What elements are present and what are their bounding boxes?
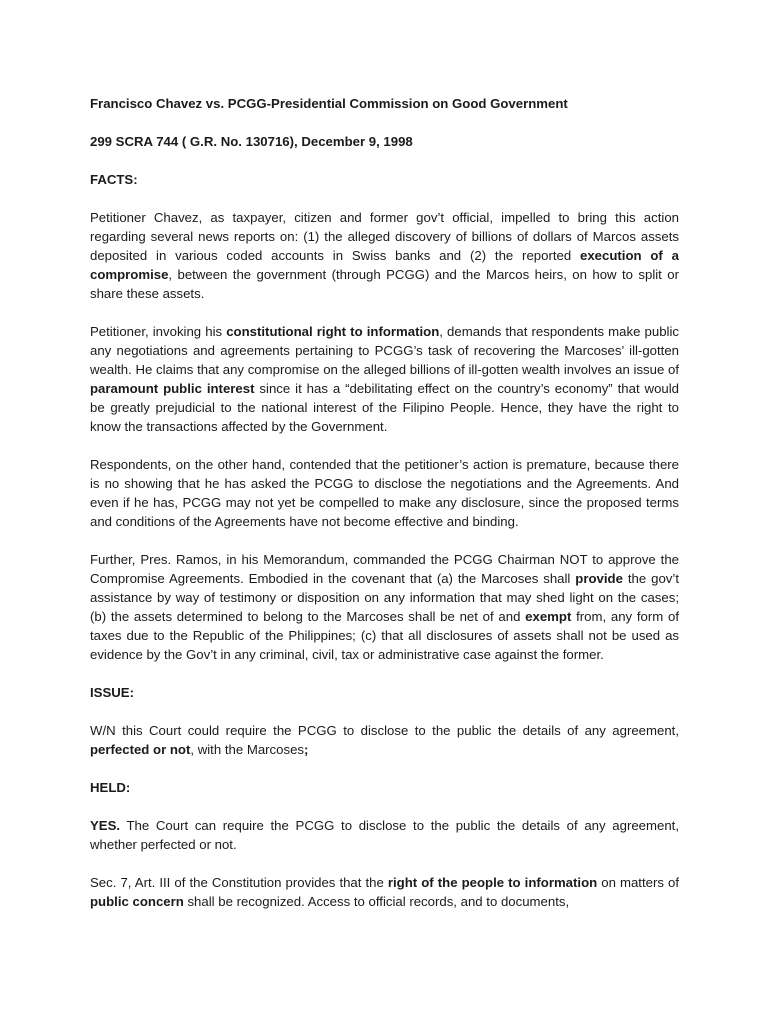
text-run: on matters of xyxy=(597,875,679,890)
held-paragraph-2 xyxy=(90,873,679,911)
text-run: , demands that respondents make public any negotiations and agreements pertaining to PCGG’s task of recovering the Marcoses’ ill-gotten wealth. He claims that any compromise on the alleged billions of ill-gotten wealth involves an issue of xyxy=(90,324,679,377)
bold-text-run: constitutional right to information xyxy=(226,324,440,339)
bold-text-run: perfected or not xyxy=(90,742,191,757)
facts-paragraph-2 xyxy=(90,322,679,436)
facts-paragraph-4 xyxy=(90,550,679,664)
bold-text-run: provide xyxy=(575,571,623,586)
bold-text-run: right of the people to information xyxy=(387,875,598,890)
text-run: , with the Marcoses xyxy=(190,742,304,757)
text-run: , between the government (through PCGG) and the Marcos heirs, on how to split or share these assets. xyxy=(90,267,679,301)
held-heading: HELD: xyxy=(90,780,131,795)
document-title: Francisco Chavez vs. PCGG-Presidential Commission on Good Government xyxy=(90,96,568,111)
case-citation: 299 SCRA 744 ( G.R. No. 130716), December 9, 1998 xyxy=(90,134,413,149)
text-run: from, any form of taxes due to the Republic of the Philippines; (c) that all disclosures of assets shall not be used as evidence by the Gov’t in any criminal, civil, tax or administrative case against the former. xyxy=(90,609,679,662)
issue-heading: ISSUE: xyxy=(90,685,134,700)
text-run: Sec. 7, Art. III of the Constitution provides that the xyxy=(90,875,388,890)
text-run: shall be recognized. Access to official records, and to documents, xyxy=(183,894,570,909)
text-run: Respondents, on the other hand, contended that the petitioner’s action is premature, because there is no showing that he has asked the PCGG to disclose the negotiations and the Agreements. And even if he has, PCGG may not yet be compelled to make any disclosure, since the proposed terms and conditions of the Agreements have not become effective and binding. xyxy=(90,457,679,529)
text-run: Further, Pres. Ramos, in his Memorandum, commanded the PCGG Chairman NOT to approve the Compromise Agreements. Embodied in the covenant that (a) the Marcoses shall xyxy=(90,552,679,586)
text-run: Petitioner Chavez, as taxpayer, citizen and former gov’t official, impelled to bring this action regarding several news reports on: (1) the alleged discovery of billions of dollars of Marcos assets deposited in various coded accounts in Swiss banks and (2) the reported xyxy=(90,210,679,263)
bold-text-run: public concern xyxy=(90,894,184,909)
text-run: W/N this Court could require the PCGG to disclose to the public the details of any agreement, xyxy=(90,723,679,738)
issue-paragraph xyxy=(90,721,679,759)
bold-text-run: paramount public interest xyxy=(90,381,255,396)
text-run: Petitioner, invoking his xyxy=(90,324,227,339)
facts-paragraph-3 xyxy=(90,455,679,531)
held-paragraph-1 xyxy=(90,816,679,854)
bold-text-run: ; xyxy=(304,742,309,757)
text-run: The Court can require the PCGG to disclose to the public the details of any agreement, whether perfected or not. xyxy=(90,818,679,852)
text-run: the gov’t assistance by way of testimony or disposition on any information that may shed light on the cases; (b) the assets determined to belong to the Marcoses shall be net of and xyxy=(90,571,679,624)
bold-text-run: execution of a compromise xyxy=(90,248,679,282)
bold-text-run: exempt xyxy=(525,609,572,624)
text-run: since it has a “debilitating effect on the country’s economy” that would be greatly prejudicial to the national interest of the Filipino People. Hence, they have the right to know the transactions affected by the Government. xyxy=(90,381,680,434)
facts-heading: FACTS: xyxy=(90,172,138,187)
bold-text-run: YES. xyxy=(90,818,121,833)
facts-paragraph-1 xyxy=(90,208,679,303)
